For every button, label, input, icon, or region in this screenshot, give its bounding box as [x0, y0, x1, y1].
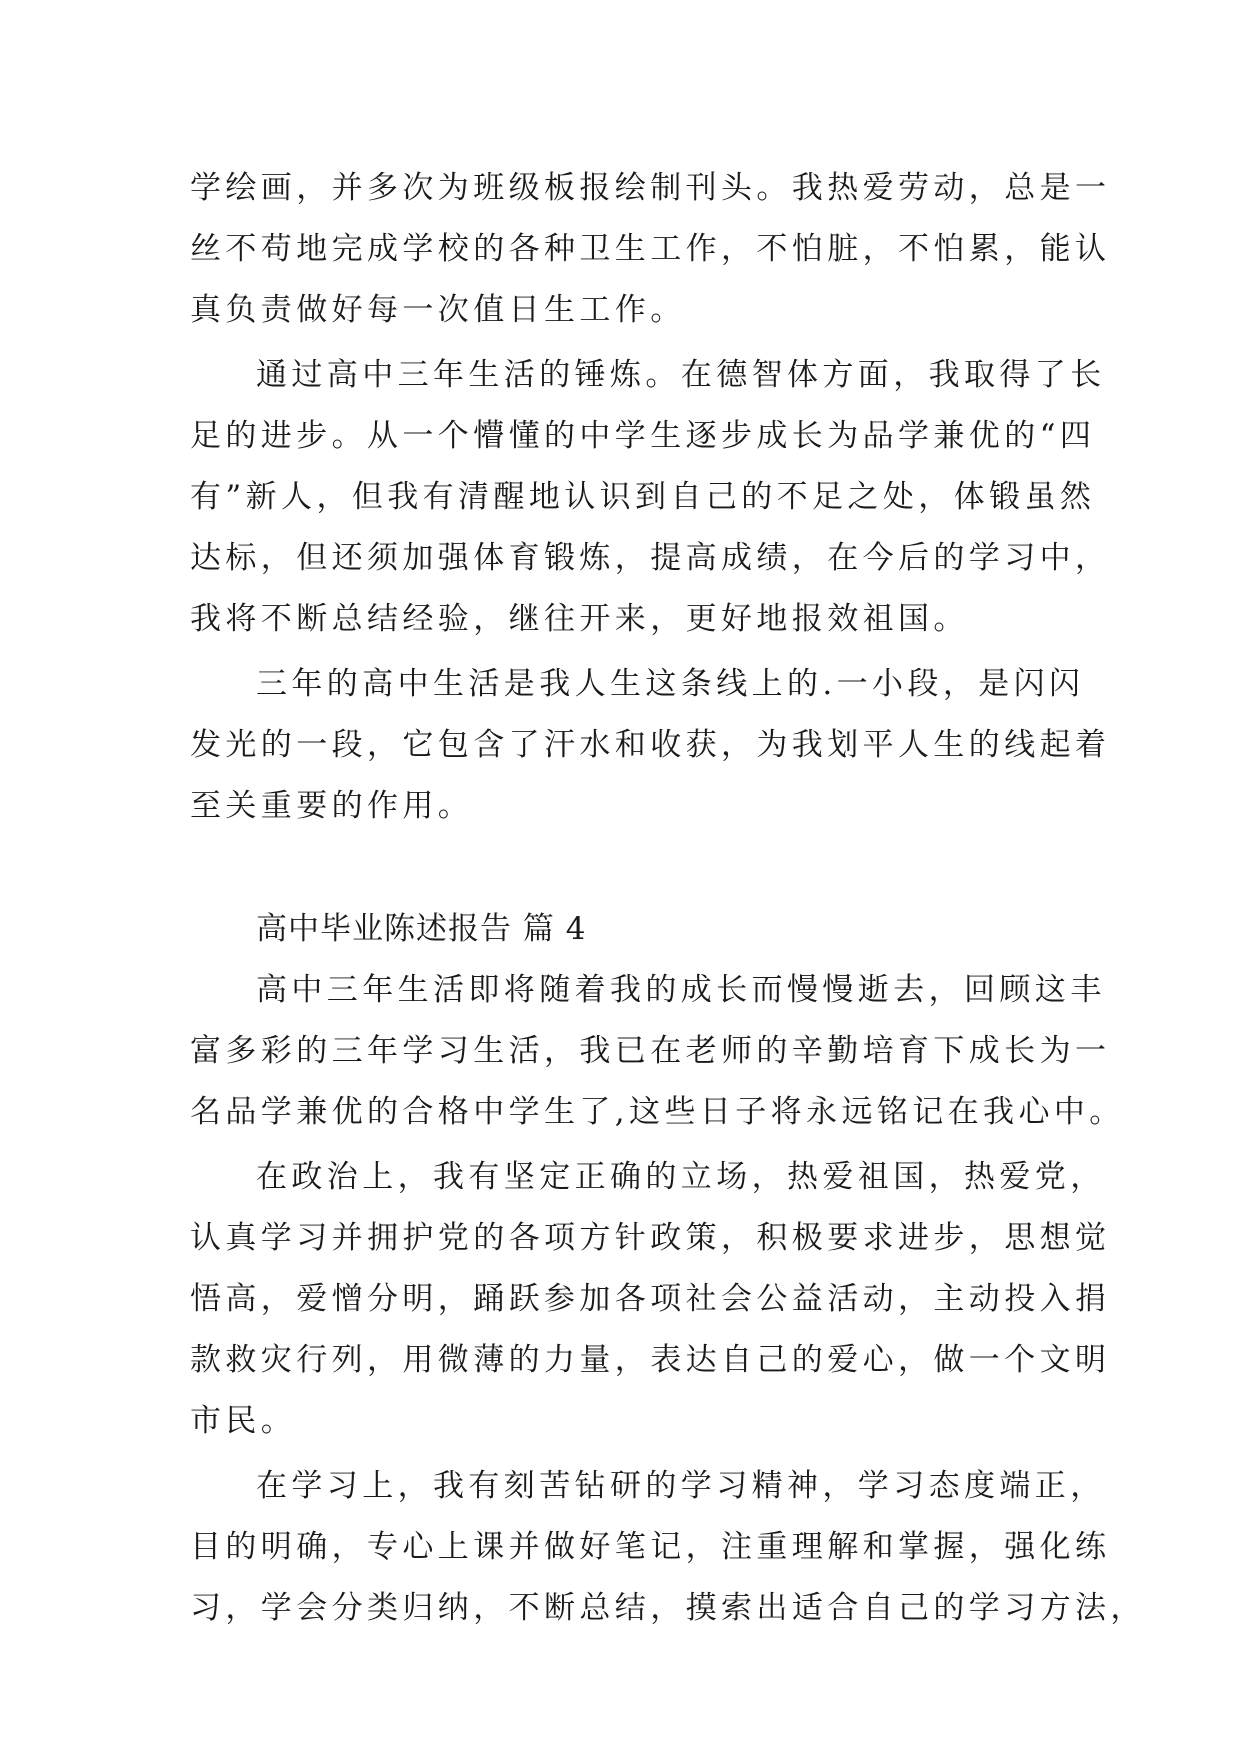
text-line: 至关重要的作用。	[190, 788, 474, 824]
section-heading: 高中毕业陈述报告 篇 4	[256, 911, 587, 947]
paragraph	[190, 158, 1111, 341]
text-line: 有”新人，但我有清醒地认识到自己的不足之处，体锻虽然	[190, 479, 1096, 515]
text-line: 市民。	[190, 1403, 297, 1439]
text-line: 富多彩的三年学习生活，我已在老师的辛勤培育下成长为一	[190, 1033, 1111, 1069]
text-line: 目的明确，专心上课并做好笔记，注重理解和掌握，强化练	[190, 1529, 1111, 1565]
paragraph	[190, 345, 1111, 650]
text-line: 达标，但还须加强体育锻炼，提高成绩，在今后的学习中，	[190, 540, 1111, 576]
text-line: 认真学习并拥护党的各项方针政策，积极要求进步，思想觉	[190, 1220, 1111, 1256]
text-line: 悟高，爱憎分明，踊跃参加各项社会公益活动，主动投入捐	[190, 1281, 1111, 1317]
text-line: 学绘画，并多次为班级板报绘制刊头。我热爱劳动，总是一	[190, 170, 1111, 206]
text-line: 足的进步。从一个懵懂的中学生逐步成长为品学兼优的“四	[190, 418, 1096, 454]
text-line: 在学习上，我有刻苦钻研的学习精神，学习态度端正，	[256, 1468, 1106, 1504]
text-line: 通过高中三年生活的锤炼。在德智体方面，我取得了长	[256, 357, 1106, 393]
text-line: 高中三年生活即将随着我的成长而慢慢逝去，回顾这丰	[256, 972, 1106, 1008]
text-line: 真负责做好每一次值日生工作。	[190, 292, 686, 328]
text-line: 我将不断总结经验，继往开来，更好地报效祖国。	[190, 601, 969, 637]
section-gap	[190, 837, 1075, 899]
document-body	[190, 158, 1146, 1639]
paragraph	[190, 1456, 1146, 1639]
paragraph	[190, 654, 1111, 837]
text-line: 习，学会分类归纳，不断总结，摸索出适合自己的学习方法，	[190, 1590, 1146, 1626]
text-line: 款救灾行列，用微薄的力量，表达自己的爱心，做一个文明	[190, 1342, 1111, 1378]
text-line: 发光的一段，它包含了汗水和收获，为我划平人生的线起着	[190, 727, 1111, 763]
text-line: 在政治上，我有坚定正确的立场，热爱祖国，热爱党，	[256, 1159, 1106, 1195]
paragraph	[190, 1147, 1111, 1452]
text-line: 丝不苟地完成学校的各种卫生工作，不怕脏，不怕累，能认	[190, 231, 1111, 267]
paragraph	[190, 960, 1125, 1143]
text-line: 三年的高中生活是我人生这条线上的.一小段，是闪闪	[256, 666, 1085, 702]
text-line: 名品学兼优的合格中学生了,这些日子将永远铭记在我心中。	[190, 1094, 1125, 1130]
